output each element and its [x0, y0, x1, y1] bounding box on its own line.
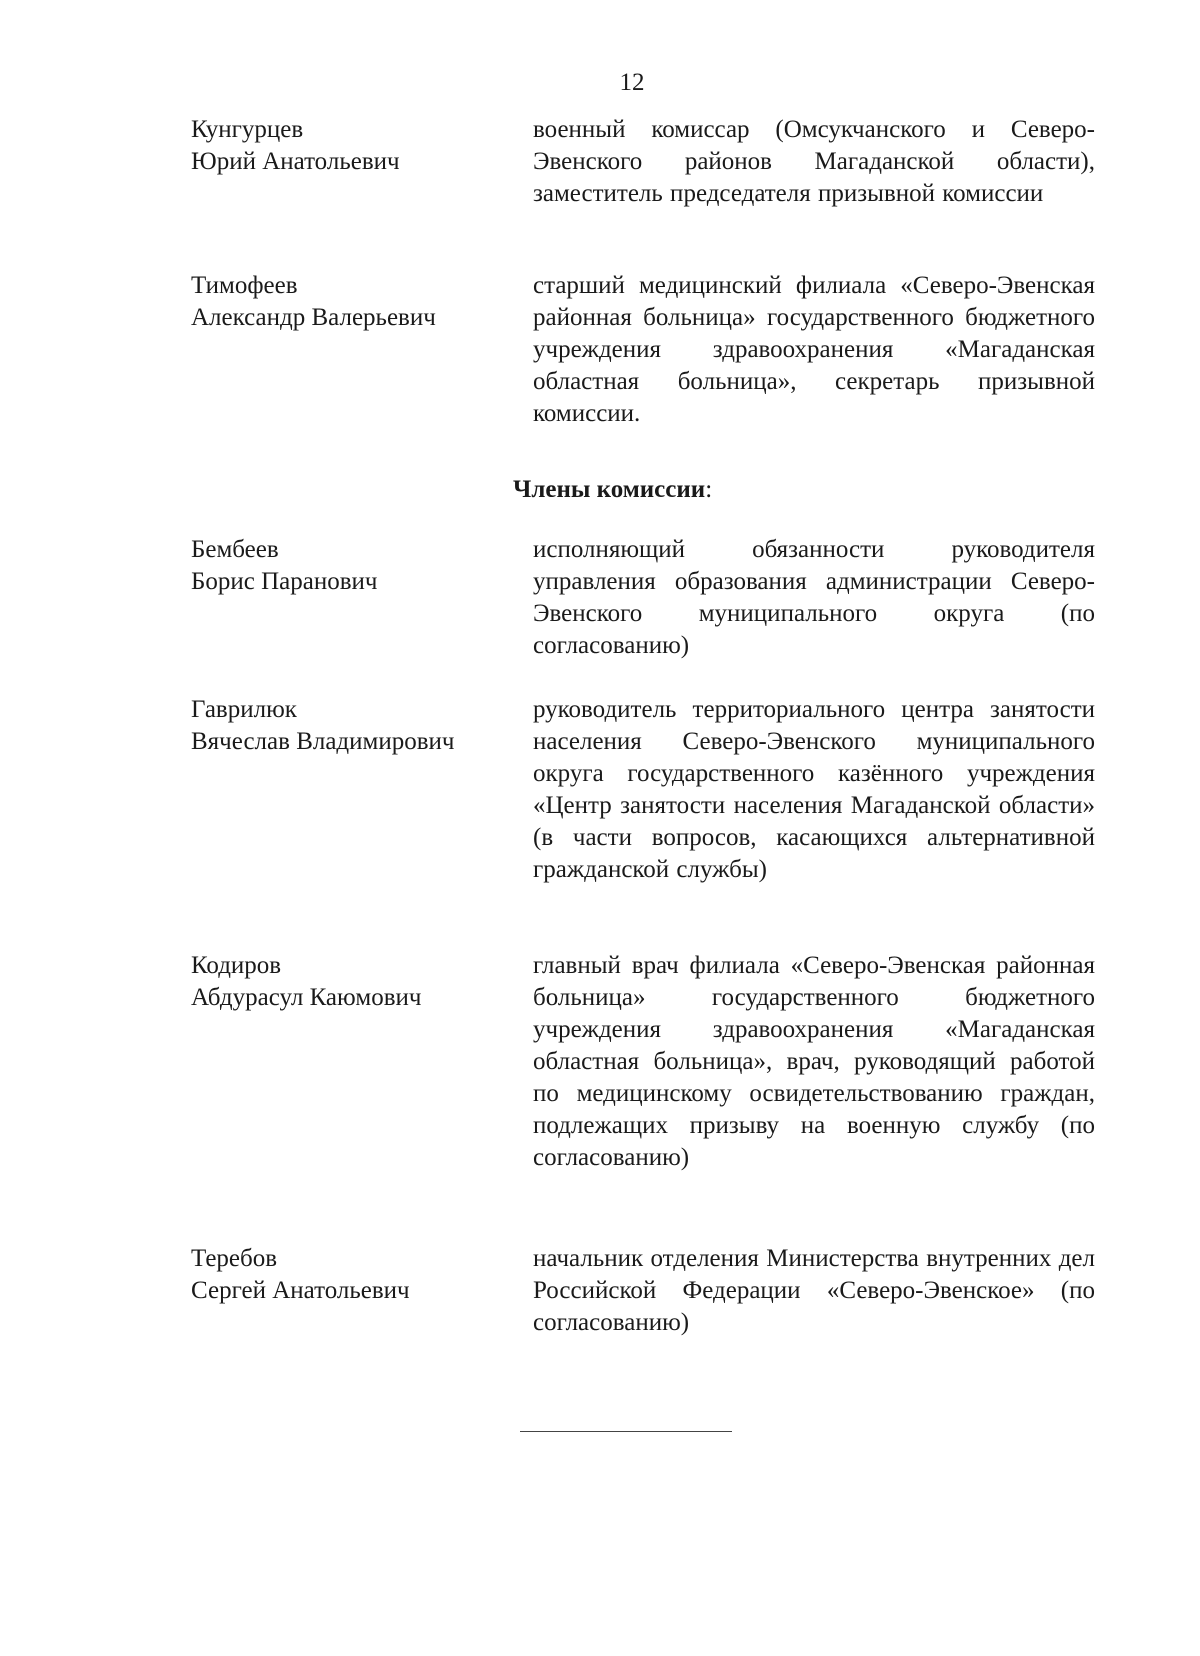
person-surname: Гаврилюк: [191, 696, 297, 723]
person-name: [191, 534, 511, 598]
person-surname: Кунгурцев: [191, 116, 304, 143]
person-given-names: Сергей Анатольевич: [191, 1277, 410, 1304]
person-position: начальник отделения Министерства внутренних дел Российской Федерации «Северо-Эвенское» (по согласованию): [533, 1245, 1095, 1336]
person-position: исполняющий обязанности руководителя управления образования администрации Северо-Эвенского муниципального округа (по согласованию): [533, 536, 1095, 659]
end-of-list-rule: [520, 1431, 732, 1432]
person-name: [191, 950, 511, 1014]
person-given-names: Борис Паранович: [191, 568, 378, 595]
person-given-names: Юрий Анатольевич: [191, 148, 400, 175]
members-heading-colon: :: [705, 476, 713, 503]
person-given-names: Александр Валерьевич: [191, 304, 436, 331]
person-position: военный комиссар (Омсукчанского и Северо-Эвенского районов Магаданской области), заместитель председателя призывной комиссии: [533, 116, 1095, 207]
members-heading-text: Члены комиссии: [513, 476, 706, 503]
members-heading: [513, 474, 712, 506]
person-name: [191, 694, 511, 758]
person-surname: Бембеев: [191, 536, 279, 563]
person-given-names: Вячеслав Владимирович: [191, 728, 455, 755]
person-position: руководитель территориального центра занятости населения Северо-Эвенского муниципального округа государственного казённого учреждения «Центр занятости населения Магаданской области» (в части вопросов, касающихся альтернативной гражданской службы): [533, 696, 1095, 883]
person-name: [191, 1243, 511, 1307]
person-surname: Кодиров: [191, 952, 282, 979]
person-given-names: Абдурасул Каюмович: [191, 984, 422, 1011]
person-surname: Теребов: [191, 1245, 278, 1272]
page-number: 12: [619, 69, 645, 96]
person-position: старший медицинский филиала «Северо-Эвенская районная больница» государственного бюджетного учреждения здравоохранения «Магаданская областная больница», секретарь призывной комиссии.: [533, 272, 1095, 427]
person-surname: Тимофеев: [191, 272, 298, 299]
person-position: главный врач филиала «Северо-Эвенская районная больница» государственного бюджетного учреждения здравоохранения «Магаданская областная больница», врач, руководящий работой по медицинскому освидетельствованию граждан, подлежащих призыву на военную службу (по согласованию): [533, 952, 1095, 1171]
person-name: [191, 114, 511, 178]
person-name: [191, 270, 511, 334]
